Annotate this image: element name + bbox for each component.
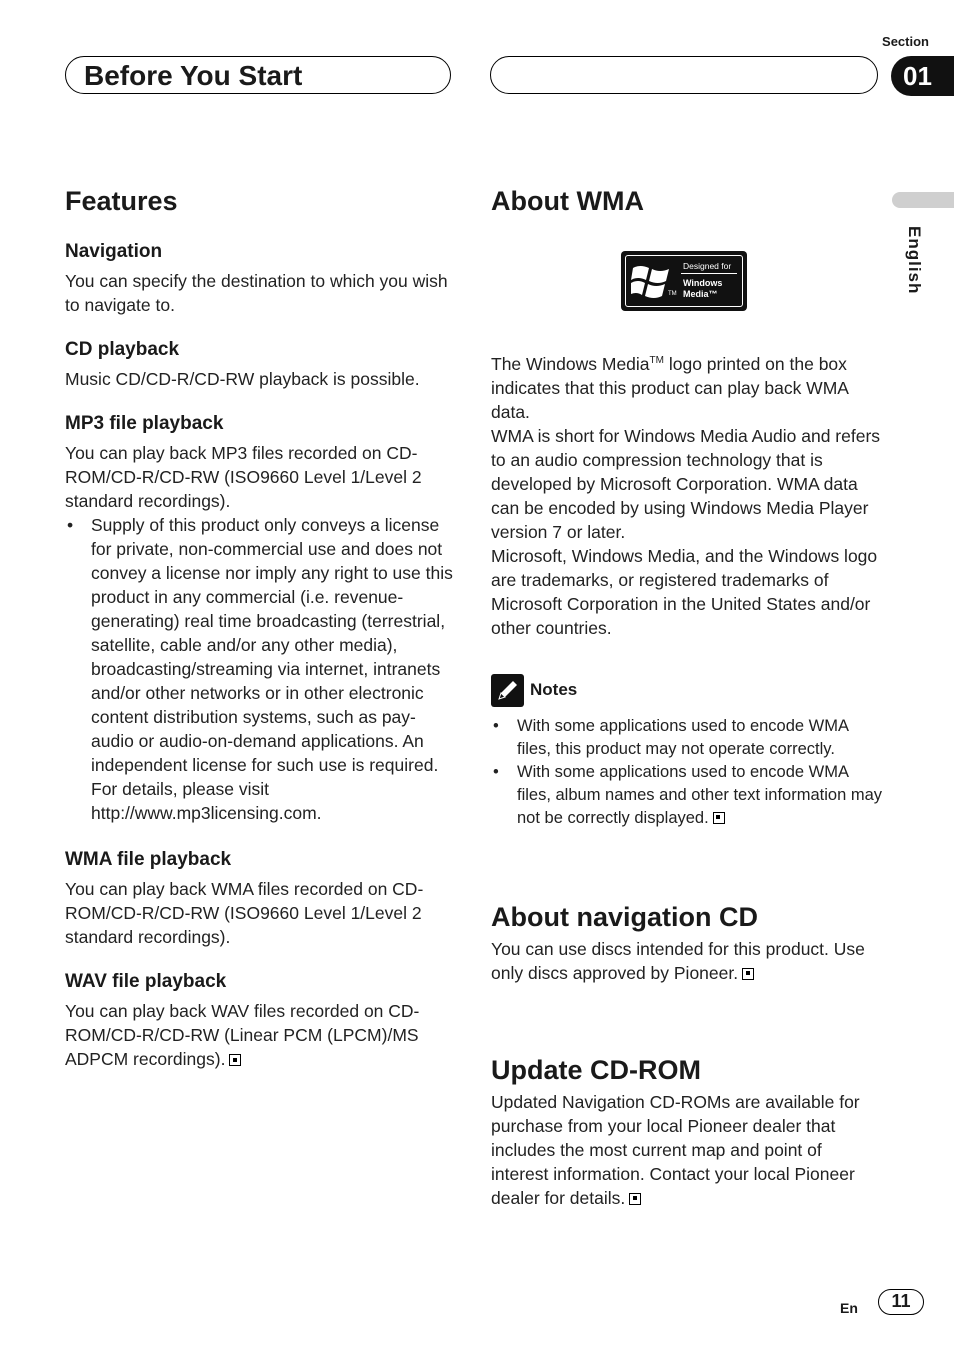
language-tab (892, 192, 954, 208)
about-navigation-cd-title: About navigation CD (491, 901, 758, 932)
navigation-heading: Navigation (65, 241, 163, 262)
nav-cd-text-span: You can use discs intended for this product. Use only discs approved by Pioneer. (491, 938, 865, 983)
update-cd-rom-text (491, 1090, 883, 1210)
chapter-title: Before You Start (84, 60, 303, 91)
mp3-playback-heading: MP3 file playback (65, 413, 224, 434)
wma-playback-heading: WMA file playback (65, 849, 232, 870)
wma-p1-tm: TM (649, 355, 664, 366)
wma-paragraph-2: WMA is short for Windows Media Audio and refers to an audio compression technology that is developed by Microsoft Corporation. WMA data can be encoded by using Windows Media Player version 7 or later. (491, 425, 881, 542)
list-item: • With some applications used to encode WMA files, this product may not operate correctly. (493, 716, 849, 758)
wma-paragraph-1 (491, 349, 883, 424)
end-mark-icon (229, 1054, 241, 1066)
notes-header (491, 674, 883, 707)
end-mark-icon (713, 812, 725, 824)
note-2-text: With some applications used to encode WMA files, album names and other text information may not be correctly displayed. (517, 762, 883, 827)
navigation-cd-text (491, 937, 883, 985)
list-item: • With some applications used to encode WMA files, album names and other text information may not be correctly displayed. (493, 762, 883, 827)
navigation-text: You can specify the destination to which you wish to navigate to. (65, 271, 448, 315)
update-text-span: Updated Navigation CD-ROMs are available for purchase from your local Pioneer dealer that includes the most current map and point of interest information. Contact your local Pioneer dealer for details. (491, 1091, 860, 1208)
windows-flag-icon (631, 262, 671, 298)
cd-playback-text: Music CD/CD-R/CD-RW playback is possible. (65, 369, 420, 389)
logo-designed-text: Designed for (683, 261, 732, 271)
wma-column (491, 184, 883, 1210)
mp3-bullet-list (65, 513, 455, 825)
update-cd-rom-title: Update CD-ROM (491, 1054, 701, 1085)
mp3-license-text: Supply of this product only conveys a license for private, non-commercial use and does not convey a license nor imply any right to use this product in any commercial (i.e. revenue-generating) real time broadcasting (terrestrial, satellite, cable and/or any other media), broadcasting/streaming via internet, intranets and/or other networks or in other electronic content distribution systems, such as pay-audio or audio-on-demand applications. An independent license for such use is required. For details, please visit http://www.mp3licensing.com. (91, 515, 453, 823)
pencil-icon (491, 674, 524, 707)
wma-p1-end: logo printed on the box indicates that this product can play back WMA data. (491, 353, 848, 422)
notes-label: Notes (530, 680, 578, 700)
list-item: • Supply of this product only conveys a license for private, non-commercial use and does not convey a license nor imply any right to use this product in any commercial (i.e. revenue-generating) real time broadcasting (terrestrial, satellite, cable and/or any other media), broadcasting/streaming via internet, intranets and/or other networks or in other electronic content distribution systems, such as pay-audio or audio-on-demand applications. An independent license for such use is required. For details, please visit http://www.mp3licensing.com. (67, 515, 453, 823)
page-number: 11 (878, 1289, 924, 1315)
wav-playback-text (65, 999, 455, 1071)
section-number-badge: 01 (891, 56, 954, 96)
logo-media-text: Media™ (683, 289, 718, 299)
mp3-playback-text: You can play back MP3 files recorded on CD-ROM/CD-R/CD-RW (ISO9660 Level 1/Level 2 standard recordings). (65, 443, 422, 511)
wma-p1-start: The Windows Media (491, 353, 650, 374)
wma-playback-text: You can play back WMA files recorded on CD-ROM/CD-R/CD-RW (ISO9660 Level 1/Level 2 standard recordings). (65, 879, 424, 947)
windows-media-logo (621, 251, 747, 311)
end-mark-icon (742, 968, 754, 980)
section-label: Section (882, 34, 929, 49)
cd-playback-heading: CD playback (65, 339, 180, 360)
header-blank-box (490, 56, 878, 94)
note-1-text: With some applications used to encode WMA files, this product may not operate correctly. (517, 716, 849, 758)
wma-paragraph-3: Microsoft, Windows Media, and the Windows logo are trademarks, or registered trademarks of Microsoft Corporation in the United States and/or other countries. (491, 545, 878, 638)
wav-playback-heading: WAV file playback (65, 971, 227, 992)
features-column (65, 184, 455, 1071)
footer-language: En (840, 1300, 858, 1316)
logo-tm-text: TM (668, 291, 677, 297)
about-wma-title: About WMA (491, 186, 644, 216)
end-mark-icon (629, 1193, 641, 1205)
wav-text-span: You can play back WAV files recorded on CD-ROM/CD-R/CD-RW (Linear PCM (LPCM)/MS ADPCM recordings). (65, 1001, 420, 1069)
logo-windows-text: Windows (683, 278, 723, 288)
features-title: Features (65, 186, 178, 216)
language-label: English (905, 226, 924, 295)
notes-list (491, 715, 883, 830)
chapter-title-box (65, 56, 451, 94)
